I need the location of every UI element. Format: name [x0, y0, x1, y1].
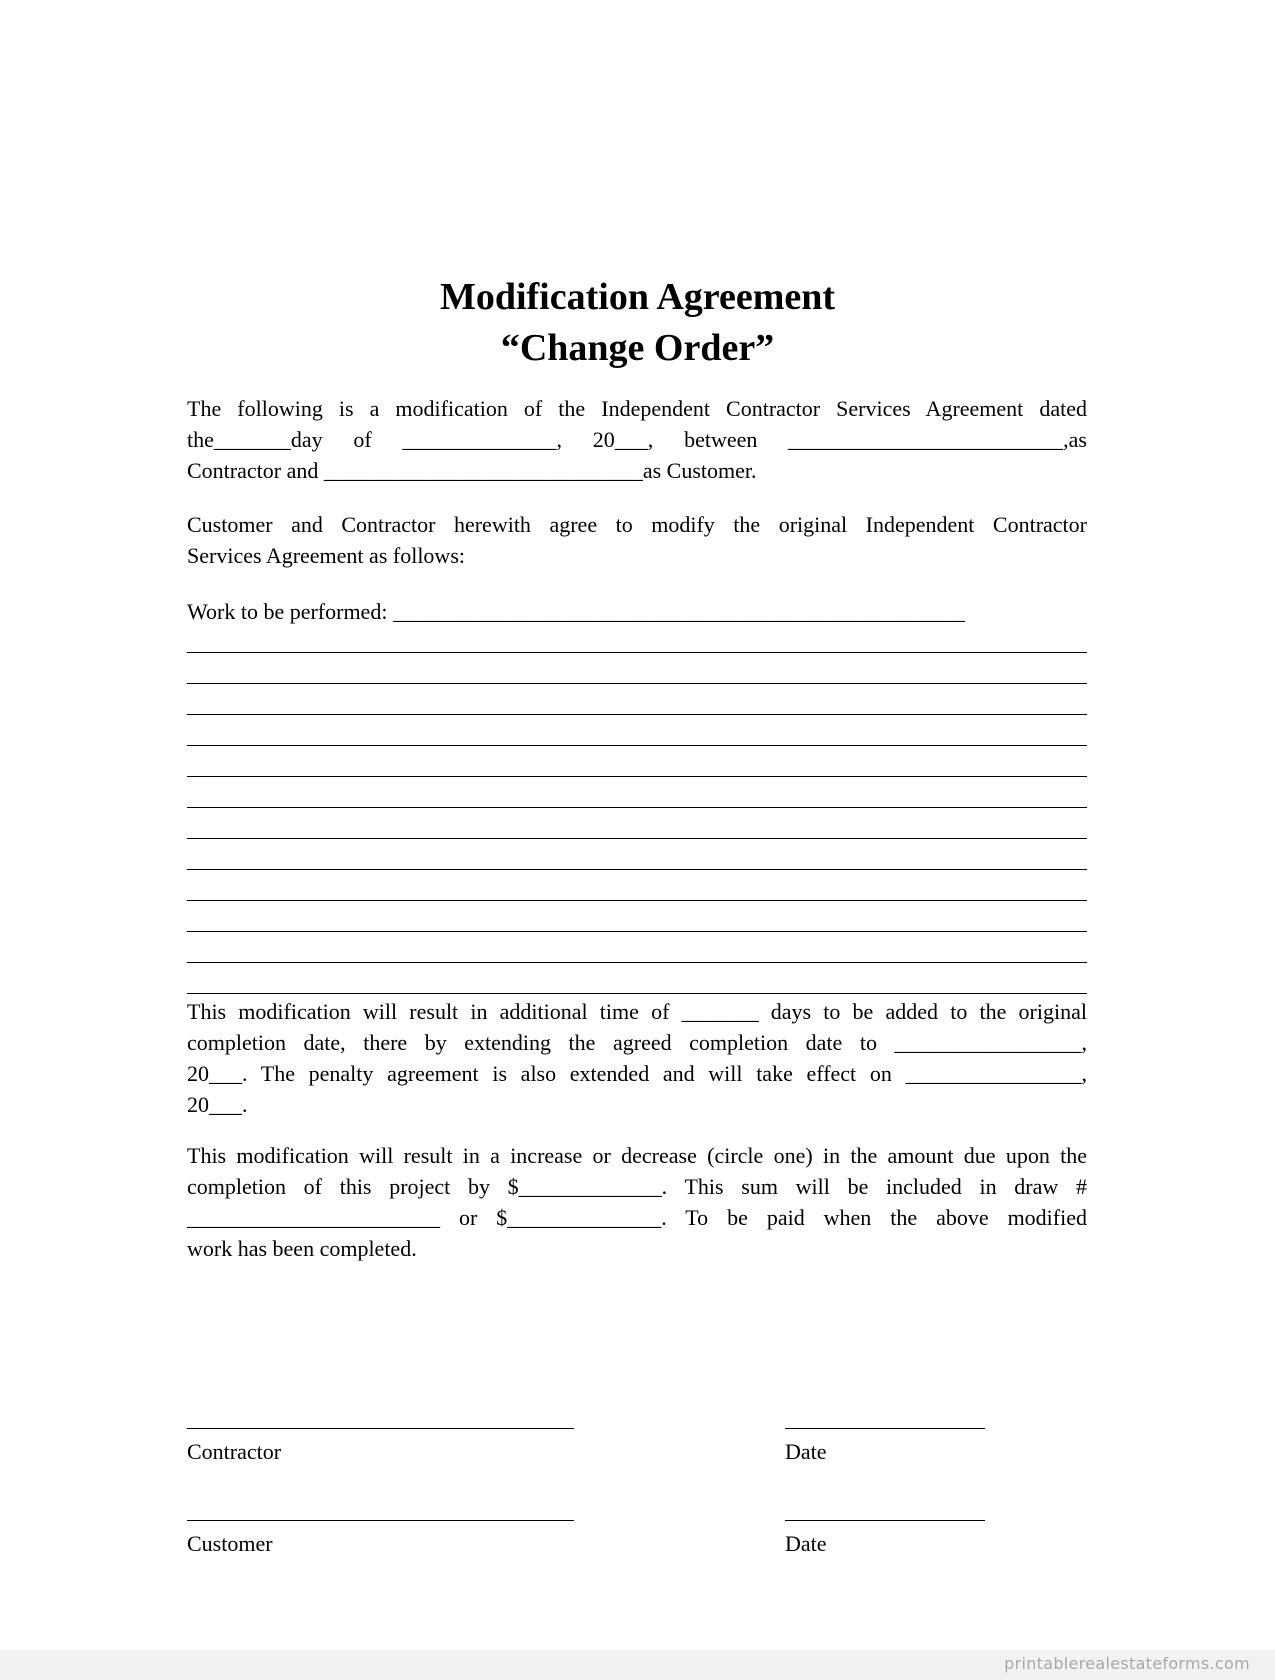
- contractor-date-label: Date: [785, 1439, 827, 1464]
- footer-bar: [0, 1650, 1275, 1680]
- customer-date-label: Date: [785, 1531, 827, 1556]
- amount-line: _______________________ or $______________. To be paid when the above modified: [187, 1205, 1087, 1230]
- amount-line: completion of this project by $_____________. This sum will be included in draw #: [187, 1174, 1087, 1199]
- work-blank-line[interactable]: [187, 993, 1087, 994]
- time-line: This modification will result in additional time of _______ days to be added to the original: [187, 999, 1087, 1024]
- work-blank-line[interactable]: [187, 776, 1087, 777]
- work-blank-line[interactable]: [187, 838, 1087, 839]
- document-subtitle: “Change Order”: [500, 327, 775, 369]
- work-label: Work to be performed: ____________________________________________________: [187, 599, 965, 624]
- work-blank-line[interactable]: [187, 962, 1087, 963]
- work-blank-line[interactable]: [187, 900, 1087, 901]
- agree-paragraph: [187, 509, 1087, 571]
- intro-paragraph: [187, 393, 1087, 486]
- intro-line: Contractor and _____________________________as Customer.: [187, 458, 757, 483]
- work-blank-line[interactable]: [187, 714, 1087, 715]
- time-line: 20___. The penalty agreement is also extended and will take effect on ________________,: [187, 1061, 1087, 1086]
- customer-date-line[interactable]: [785, 1520, 985, 1521]
- amount-paragraph: [187, 1140, 1087, 1264]
- customer-label: Customer: [187, 1531, 273, 1556]
- contractor-label: Contractor: [187, 1439, 282, 1464]
- work-blank-line[interactable]: [187, 807, 1087, 808]
- contractor-date-line[interactable]: [785, 1428, 985, 1429]
- intro-line: the_______day of ______________, 20___, between _________________________,as: [187, 427, 1087, 452]
- time-line: 20___.: [187, 1092, 248, 1117]
- customer-signature-line[interactable]: [187, 1520, 574, 1521]
- contractor-signature-line[interactable]: [187, 1428, 574, 1429]
- work-blank-line[interactable]: [187, 652, 1087, 653]
- time-paragraph: [187, 996, 1087, 1120]
- work-label-paragraph: [187, 596, 1087, 627]
- work-blank-line[interactable]: [187, 869, 1087, 870]
- time-line: completion date, there by extending the agreed completion date to _________________,: [187, 1030, 1087, 1055]
- work-blank-line[interactable]: [187, 745, 1087, 746]
- work-blank-line[interactable]: [187, 931, 1087, 932]
- intro-line: The following is a modification of the Independent Contractor Services Agreement dated: [187, 396, 1087, 421]
- agree-line: Customer and Contractor herewith agree to modify the original Independent Contractor: [187, 512, 1087, 537]
- work-blank-line[interactable]: [187, 683, 1087, 684]
- amount-line: work has been completed.: [187, 1236, 417, 1261]
- amount-line: This modification will result in a increase or decrease (circle one) in the amount due upon the: [187, 1143, 1087, 1168]
- footer-watermark: printablerealestateforms.com: [1004, 1654, 1250, 1673]
- document-title: Modification Agreement: [439, 276, 836, 318]
- agree-line: Services Agreement as follows:: [187, 543, 465, 568]
